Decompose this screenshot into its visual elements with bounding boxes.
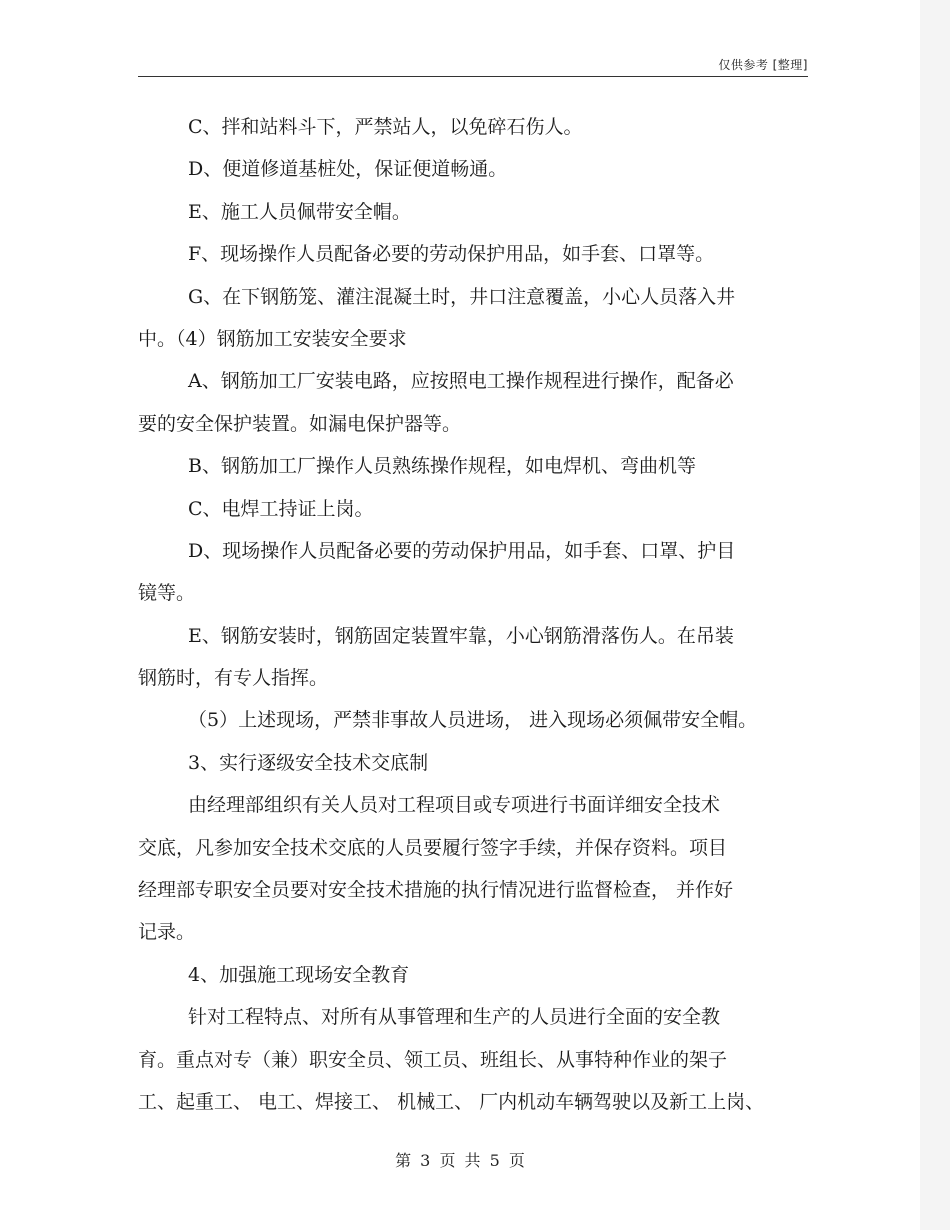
text-line: 经理部专职安全员要对安全技术措施的执行情况进行监督检查， 并作好 <box>138 879 734 902</box>
text-line: E、钢筋安装时，钢筋固定装置牢靠，小心钢筋滑落伤人。在吊装 <box>188 624 734 647</box>
text-line: 4、加强施工现场安全教育 <box>188 963 410 986</box>
text-line: 针对工程特点、对所有从事管理和生产的人员进行全面的安全教 <box>188 1006 721 1029</box>
text-line: D、便道修道基桩处，保证便道畅通。 <box>188 158 508 181</box>
text-line: 育。重点对专（兼）职安全员、领工员、班组长、从事特种作业的架子 <box>138 1048 728 1071</box>
viewer-gutter <box>920 0 950 1230</box>
text-line: 记录。 <box>138 921 196 944</box>
text-line: 工、起重工、 电工、焊接工、 机械工、 厂内机动车辆驾驶以及新工上岗、 <box>138 1090 765 1113</box>
text-line: （5）上述现场，严禁非事故人员进场， 进入现场必须佩带安全帽。 <box>188 709 758 732</box>
text-line: 钢筋时，有专人指挥。 <box>138 667 329 690</box>
text-line: 3、实行逐级安全技术交底制 <box>188 751 429 774</box>
text-line: D、现场操作人员配备必要的劳动保护用品，如手套、口罩、护目 <box>188 539 736 562</box>
body-text <box>138 106 818 1123</box>
page-footer: 第 3 页 共 5 页 <box>395 1151 525 1170</box>
text-line: E、施工人员佩带安全帽。 <box>188 200 411 223</box>
text-line: 镜等。 <box>138 582 196 605</box>
text-line: C、电焊工持证上岗。 <box>188 497 374 520</box>
text-line: C、拌和站料斗下，严禁站人，以免碎石伤人。 <box>188 116 583 138</box>
text-line: A、钢筋加工厂安装电路，应按照电工操作规程进行操作，配备必 <box>188 370 734 393</box>
text-line: 中。（4）钢筋加工安装安全要求 <box>138 327 407 350</box>
text-line: G、在下钢筋笼、灌注混凝土时，井口注意覆盖，小心人员落入井 <box>188 285 736 308</box>
text-line: 由经理部组织有关人员对工程项目或专项进行书面详细安全技术 <box>188 794 721 817</box>
header-note: 仅供参考 [整理] <box>718 58 808 72</box>
text-line: F、现场操作人员配备必要的劳动保护用品，如手套、口罩等。 <box>188 243 715 266</box>
text-line: B、钢筋加工厂操作人员熟练操作规程，如电焊机、弯曲机等 <box>188 455 696 478</box>
text-line: 要的安全保护装置。如漏电保护器等。 <box>138 412 462 435</box>
header-rule <box>138 76 808 77</box>
text-line: 交底，凡参加安全技术交底的人员要履行签字手续，并保存资料。项目 <box>138 836 728 859</box>
